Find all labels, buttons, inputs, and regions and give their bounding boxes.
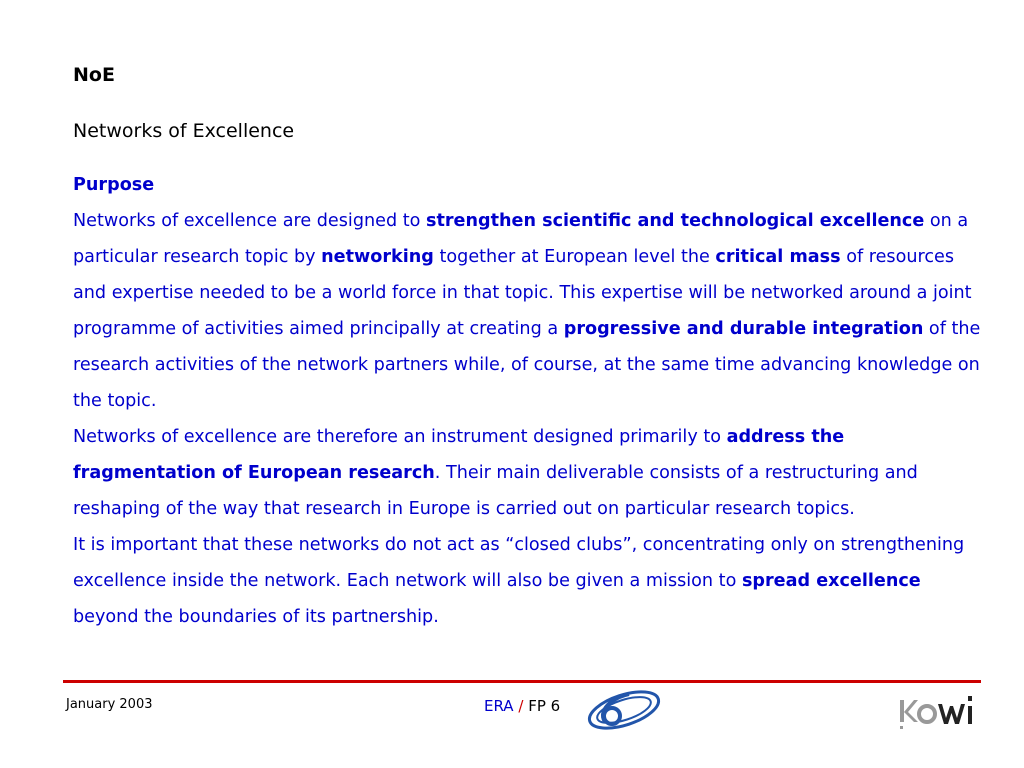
purpose-heading: Purpose: [73, 175, 155, 195]
slide-title: Networks of Excellence: [73, 120, 295, 142]
text-run: Networks of excellence are designed to: [73, 211, 426, 231]
fp6-label: FP 6: [528, 697, 561, 715]
paragraph-1: [73, 203, 983, 419]
emphasized-text: critical mass: [715, 247, 841, 267]
text-run: Networks of excellence are therefore an instrument designed primarily to: [73, 427, 727, 447]
text-run: together at European level the: [433, 247, 716, 267]
text-run: beyond the boundaries of its partnership.: [73, 607, 439, 627]
slide-abbreviation: NoE: [73, 64, 115, 86]
emphasized-text: networking: [321, 247, 434, 267]
footer-date: January 2003: [66, 697, 153, 712]
paragraph-3: [73, 527, 983, 635]
paragraph-2: [73, 419, 983, 527]
footer-era-fp6: [484, 697, 560, 715]
footer-divider: [63, 680, 981, 683]
text-run: on a particular research topic by: [73, 211, 969, 267]
text-run: of resources and expertise needed to be a world force in that topic. This expertise will be networked around a joint programme of activities aimed principally at creating a: [73, 247, 972, 339]
text-run: It is important that these networks do not act as “closed clubs”, concentrating only on strengthening excellence inside the network. Each network will also be given a mission to: [73, 535, 965, 591]
body-text: [73, 167, 983, 635]
text-run: of the research activities of the network partners while, of course, at the same time advancing knowledge on the topic.: [73, 319, 981, 411]
emphasized-text: progressive and durable integration: [563, 319, 924, 339]
emphasized-text: strengthen scientific and technological excellence: [425, 211, 925, 231]
slash-label: /: [518, 697, 524, 715]
era-label: ERA: [484, 697, 514, 715]
emphasized-text: spread excellence: [741, 571, 921, 591]
text-run: . Their main deliverable consists of a restructuring and reshaping of the way that research in Europe is carried out on particular research topics.: [73, 463, 918, 519]
emphasized-text: address the fragmentation of European research: [73, 427, 845, 483]
fp6-logo-icon: [585, 688, 663, 732]
kowi-logo-icon: [896, 688, 976, 732]
